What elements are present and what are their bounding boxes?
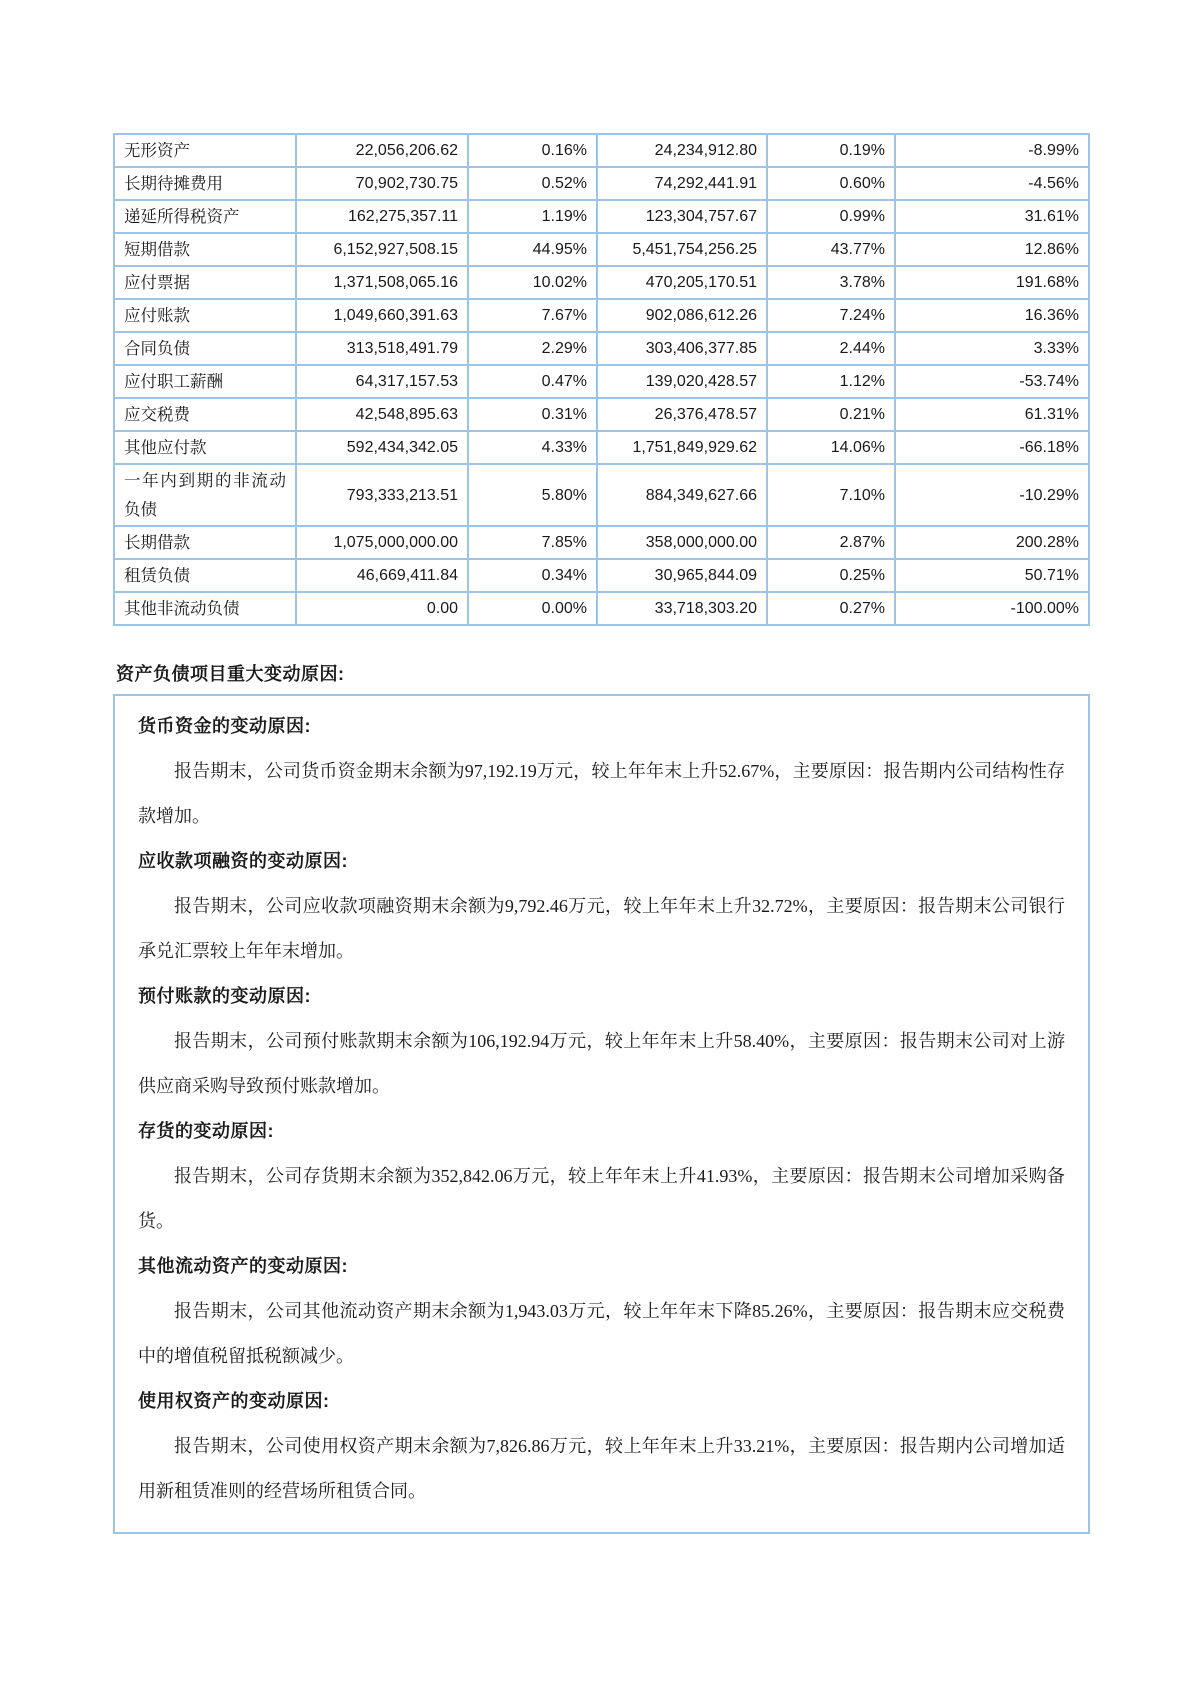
table-row (114, 266, 1089, 299)
change-ratio-cell: 12.86% (895, 233, 1089, 266)
period-end-amount-cell: 1,049,660,391.63 (296, 299, 468, 332)
table-row (114, 365, 1089, 398)
prior-year-amount-cell: 358,000,000.00 (597, 526, 767, 559)
prior-year-ratio-cell: 43.77% (767, 233, 895, 266)
item-name-cell: 应付票据 (114, 266, 296, 299)
prior-year-amount-cell: 303,406,377.85 (597, 332, 767, 365)
item-name-cell: 其他非流动负债 (114, 592, 296, 625)
prior-year-ratio-cell: 7.24% (767, 299, 895, 332)
prior-year-amount-cell: 30,965,844.09 (597, 559, 767, 592)
prior-year-ratio-cell: 2.87% (767, 526, 895, 559)
item-name-cell: 合同负债 (114, 332, 296, 365)
table-row (114, 233, 1089, 266)
period-end-ratio-cell: 0.31% (468, 398, 597, 431)
period-end-amount-cell: 793,333,213.51 (296, 464, 468, 526)
change-ratio-cell: -66.18% (895, 431, 1089, 464)
table-row (114, 464, 1089, 526)
table-row (114, 200, 1089, 233)
reason-section-body: 报告期末，公司使用权资产期末余额为7,826.86万元，较上年年末上升33.21%，主要原因：报告期内公司增加适用新租赁准则的经营场所租赁合同。 (138, 1436, 1065, 1501)
period-end-amount-cell: 592,434,342.05 (296, 431, 468, 464)
prior-year-amount-cell: 139,020,428.57 (597, 365, 767, 398)
item-name-cell: 一年内到期的非流动负债 (114, 464, 296, 526)
prior-year-ratio-cell: 0.25% (767, 559, 895, 592)
prior-year-amount-cell: 470,205,170.51 (597, 266, 767, 299)
prior-year-ratio-cell: 0.99% (767, 200, 895, 233)
prior-year-amount-cell: 74,292,441.91 (597, 167, 767, 200)
item-name-cell: 应付账款 (114, 299, 296, 332)
prior-year-ratio-cell: 3.78% (767, 266, 895, 299)
period-end-ratio-cell: 0.16% (468, 134, 597, 167)
item-name-cell: 租赁负债 (114, 559, 296, 592)
change-ratio-cell: 3.33% (895, 332, 1089, 365)
prior-year-ratio-cell: 2.44% (767, 332, 895, 365)
reason-section-heading: 使用权资产的变动原因: (138, 1391, 330, 1411)
reason-section (138, 839, 1065, 974)
prior-year-amount-cell: 902,086,612.26 (597, 299, 767, 332)
prior-year-amount-cell: 24,234,912.80 (597, 134, 767, 167)
period-end-amount-cell: 0.00 (296, 592, 468, 625)
period-end-amount-cell: 1,371,508,065.16 (296, 266, 468, 299)
reason-section-body: 报告期末，公司货币资金期末余额为97,192.19万元，较上年年末上升52.67%，主要原因：报告期内公司结构性存款增加。 (138, 761, 1065, 826)
change-ratio-cell: -53.74% (895, 365, 1089, 398)
reason-section-body: 报告期末，公司存货期末余额为352,842.06万元，较上年年末上升41.93%，主要原因：报告期末公司增加采购备货。 (138, 1166, 1065, 1231)
item-name-cell: 短期借款 (114, 233, 296, 266)
table-row (114, 167, 1089, 200)
item-name-cell: 应付职工薪酬 (114, 365, 296, 398)
period-end-amount-cell: 70,902,730.75 (296, 167, 468, 200)
reason-section (138, 1379, 1065, 1514)
prior-year-amount-cell: 5,451,754,256.25 (597, 233, 767, 266)
prior-year-amount-cell: 1,751,849,929.62 (597, 431, 767, 464)
reason-section-body: 报告期末，公司应收款项融资期末余额为9,792.46万元，较上年年末上升32.72%，主要原因：报告期末公司银行承兑汇票较上年年末增加。 (138, 896, 1065, 961)
period-end-ratio-cell: 7.67% (468, 299, 597, 332)
prior-year-ratio-cell: 0.60% (767, 167, 895, 200)
item-name-cell: 无形资产 (114, 134, 296, 167)
item-name-cell: 其他应付款 (114, 431, 296, 464)
change-ratio-cell: 50.71% (895, 559, 1089, 592)
reason-section (138, 1109, 1065, 1244)
period-end-ratio-cell: 7.85% (468, 526, 597, 559)
table-row (114, 299, 1089, 332)
period-end-amount-cell: 1,075,000,000.00 (296, 526, 468, 559)
period-end-ratio-cell: 0.00% (468, 592, 597, 625)
reason-section-body: 报告期末，公司预付账款期末余额为106,192.94万元，较上年年末上升58.40%，主要原因：报告期末公司对上游供应商采购导致预付账款增加。 (138, 1031, 1065, 1096)
period-end-amount-cell: 64,317,157.53 (296, 365, 468, 398)
prior-year-ratio-cell: 1.12% (767, 365, 895, 398)
period-end-amount-cell: 46,669,411.84 (296, 559, 468, 592)
change-ratio-cell: -10.29% (895, 464, 1089, 526)
change-ratio-cell: -4.56% (895, 167, 1089, 200)
table-row (114, 526, 1089, 559)
prior-year-amount-cell: 884,349,627.66 (597, 464, 767, 526)
period-end-ratio-cell: 5.80% (468, 464, 597, 526)
table-row (114, 592, 1089, 625)
item-name-cell: 长期借款 (114, 526, 296, 559)
reason-section (138, 974, 1065, 1109)
reason-section-heading: 存货的变动原因: (138, 1121, 274, 1141)
prior-year-ratio-cell: 7.10% (767, 464, 895, 526)
period-end-amount-cell: 162,275,357.11 (296, 200, 468, 233)
table-row (114, 134, 1089, 167)
period-end-ratio-cell: 10.02% (468, 266, 597, 299)
prior-year-amount-cell: 123,304,757.67 (597, 200, 767, 233)
period-end-ratio-cell: 0.47% (468, 365, 597, 398)
period-end-amount-cell: 313,518,491.79 (296, 332, 468, 365)
change-ratio-cell: 16.36% (895, 299, 1089, 332)
change-ratio-cell: 191.68% (895, 266, 1089, 299)
reason-section-heading: 应收款项融资的变动原因: (138, 851, 348, 871)
table-body (114, 134, 1089, 625)
change-ratio-cell: 200.28% (895, 526, 1089, 559)
change-reasons-box (113, 694, 1090, 1534)
prior-year-ratio-cell: 0.27% (767, 592, 895, 625)
period-end-amount-cell: 42,548,895.63 (296, 398, 468, 431)
period-end-ratio-cell: 2.29% (468, 332, 597, 365)
period-end-ratio-cell: 1.19% (468, 200, 597, 233)
table-row (114, 332, 1089, 365)
item-name-cell: 应交税费 (114, 398, 296, 431)
period-end-amount-cell: 22,056,206.62 (296, 134, 468, 167)
reason-section (138, 704, 1065, 839)
reason-section-heading: 其他流动资产的变动原因: (138, 1256, 348, 1276)
prior-year-amount-cell: 33,718,303.20 (597, 592, 767, 625)
item-name-cell: 递延所得税资产 (114, 200, 296, 233)
change-ratio-cell: -100.00% (895, 592, 1089, 625)
reason-section (138, 1244, 1065, 1379)
prior-year-amount-cell: 26,376,478.57 (597, 398, 767, 431)
change-ratio-cell: 31.61% (895, 200, 1089, 233)
prior-year-ratio-cell: 0.19% (767, 134, 895, 167)
prior-year-ratio-cell: 0.21% (767, 398, 895, 431)
major-changes-title: 资产负债项目重大变动原因: (116, 664, 345, 684)
period-end-ratio-cell: 44.95% (468, 233, 597, 266)
table-row (114, 559, 1089, 592)
balance-sheet-items-table (113, 133, 1090, 626)
period-end-ratio-cell: 0.52% (468, 167, 597, 200)
period-end-ratio-cell: 0.34% (468, 559, 597, 592)
change-ratio-cell: -8.99% (895, 134, 1089, 167)
reason-section-heading: 预付账款的变动原因: (138, 986, 311, 1006)
period-end-ratio-cell: 4.33% (468, 431, 597, 464)
period-end-amount-cell: 6,152,927,508.15 (296, 233, 468, 266)
change-ratio-cell: 61.31% (895, 398, 1089, 431)
table-row (114, 431, 1089, 464)
item-name-cell: 长期待摊费用 (114, 167, 296, 200)
reason-section-heading: 货币资金的变动原因: (138, 716, 311, 736)
prior-year-ratio-cell: 14.06% (767, 431, 895, 464)
table-row (114, 398, 1089, 431)
reason-section-body: 报告期末，公司其他流动资产期末余额为1,943.03万元，较上年年末下降85.26%，主要原因：报告期末应交税费中的增值税留抵税额减少。 (138, 1301, 1065, 1366)
